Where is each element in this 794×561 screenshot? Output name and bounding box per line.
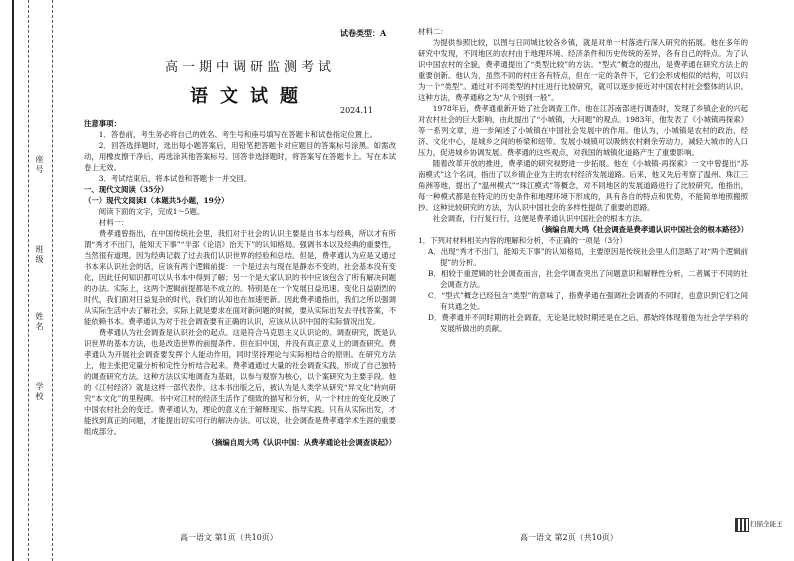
cut-line bbox=[52, 0, 53, 561]
left-column bbox=[84, 118, 396, 448]
closing-line: 社会调查，行行复行行，这便是费孝通认识中国社会的根本方法。 bbox=[432, 214, 648, 223]
exam-title: 高一期中调研监测考试 bbox=[164, 60, 335, 75]
notice-item-3: 3．考试结束后，将本试卷和答题卡一并交回。 bbox=[98, 174, 252, 183]
notice-item-1: 1．答卷前，考生务必将自己的姓名、考生号和座号填写在答题卡和试卷指定位置上。 bbox=[98, 130, 377, 139]
right-column bbox=[418, 26, 748, 334]
section-part1: 一、现代文阅读（35分） bbox=[84, 185, 169, 194]
material2-paragraph-3: 随着改革开放的推进，费孝通的研究视野进一步拓展。他在《小城镇·再探索》一文中曾提出“苏南模式”这个名词，指出了以乡镇企业为主的农村经济发展道路。后来，他又先后考察了温州、珠江三角洲等地，提出了“温州模式”“珠江模式”等概念，对不同地区的发展道路进行了比较研究。他指出，每一种模式都是在特定的历史条件和地理环境下形成的，具有各自的特点和优势，不能简单地照搬照抄。这种比较研究的方法，为认识中国社会的多样性提供了重要的思路。 bbox=[418, 159, 748, 212]
option-b: B．相较于重逻辑的社会调查而言，社会学调查突出了问题意识和解释性分析，二者属于不同的社会调查方法。 bbox=[428, 269, 748, 289]
material2-label: 材料二： bbox=[418, 27, 448, 36]
option-a: A．出现“秀才不出门，能知天下事”的认知格局，主要原因是传统社会里人们忽略了对“两个逻辑前提”的分析。 bbox=[428, 247, 748, 267]
footer-right: 高一语文 第2页（共10页） bbox=[520, 533, 618, 542]
scanner-brand: 扫描全能王 bbox=[750, 520, 783, 528]
name-label: 姓名 bbox=[35, 312, 44, 332]
source1: （摘编自周大鸣《认识中国：从费孝通论社会调查谈起》） bbox=[207, 438, 396, 447]
material2-paragraph-1: 为提供参照比较，以图与日同城比较各乡镇，就是对单一村落进行深入研究的拓展。他在多年的研究中发现，不同地区的农村由于地理环境、经济条件和历史传统的差异，各有自己的特点。为了认识中国农村的全貌，费孝通提出了“类型比较”的方法。“型式”概念的提出，是费孝通在研究方法上的重要创新。他认为，虽然不同的村庄各有特点，但在一定的条件下，它们会形成相似的结构，可以归为一个“类型”。通过对不同类型的村庄进行比较研究，就可以逐步接近对中国农村社会整体的认识。这种方法，费孝通称之为“从个别到一般”。 bbox=[418, 38, 748, 102]
instruction: 阅读下面的文字，完成1～5题。 bbox=[98, 207, 205, 216]
class-label: 班级 bbox=[35, 245, 44, 265]
notice-title: 注意事项： bbox=[84, 119, 121, 128]
section-part1-1: （一）现代文阅读Ⅰ（本题共5小题，19分） bbox=[84, 196, 229, 205]
option-c: C．“型式”概念已经包含“类型”的意味了，指费孝通在强调社会调查的不同时，也意识到它们之间有共通之处。 bbox=[428, 291, 748, 311]
seat-label: 座号 bbox=[35, 155, 44, 175]
binding-line bbox=[28, 0, 29, 561]
scanner-logo-icon bbox=[735, 518, 749, 532]
material2-paragraph-2: 1978年后，费孝通重新开始了社会调查工作。他在江苏南部进行调查时，发现了乡镇企业的兴起对农村社会的巨大影响，由此提出了“小城镇，大问题”的观点。1983年，他发表了《小城镇再探索》等一系列文章，进一步阐述了小城镇在中国社会发展中的作用。他认为，小城镇是农村的政治、经济、文化中心，是城乡之间的桥梁和纽带。发展小城镇可以吸纳农村剩余劳动力，减轻大城市的人口压力，促进城乡协调发展。费孝通的这些观点，对我国的城镇化道路产生了重要影响。 bbox=[418, 104, 748, 157]
material1-paragraph-2: 费孝通认为社会调查是认识社会的起点。这是符合马克思主义认识论的。调查研究，既是认识世界的基本方法，也是改造世界的前提条件。但在旧中国，并没有真正意义上的调查研究。费孝通认为开展社会调查要发挥个人能动作用，同时坚持理论与实际相结合的原则。在研究方法上，他主张把定量分析和定性分析结合起来。费孝通通过大量的社会调查实践，形成了自己独特的调查研究方法。这种方法以实地调查为基础，以参与观察为核心，以个案研究为主要手段。他的《江村经济》就是这样一部代表作。这本书出版之后，被认为是人类学从研究“异文化”转向研究“本文化”的里程碑。书中对江村的经济生活作了细致的描写和分析，从一个村庄的变化反映了中国农村社会的变迁。费孝通认为，理论的意义在于解释现实、指导实践。只有从实际出发，才能找到真正的问题，才能提出切实可行的解决办法。可以说，社会调查是费孝通学术生涯的重要组成部分。 bbox=[84, 328, 396, 436]
notice-item-2: 2．回答选择题时，选出每小题答案后，用铅笔把答题卡对应题目的答案标号涂黑。如需改动，用橡皮擦干净后，再选涂其他答案标号。回答非选择题时，将答案写在答题卡上。写在本试卷上无效。 bbox=[84, 141, 396, 172]
subject-title: 语文试题 bbox=[190, 86, 310, 107]
source2: （摘编自周大鸣《社会调查是费孝通认识中国社会的根本路径》） bbox=[537, 225, 748, 234]
binding-bar bbox=[12, 0, 14, 561]
material1-paragraph-1: 费孝通曾指出，在中国传统社会里，我们对于社会的认识主要是自书本与经典，所以才有所谓“秀才不出门，能知天下事”“半部《论语》治天下”的认知格局。强调书本以及经典的重要性，当然很有道理。因为经典记载了过去我们认识世界的经验和总结。但是，费孝通认为应是又通过书本来认识社会的话，应该有两个逻辑前提：一个是过去与现在是静态不变的，社会基本没有变化，因此任何知识都可以从书本中得到了解；另一个是大家认识的书中应该包含了所有解决问题的办法。实际上，这两个逻辑前提都是不成立的。特别是在一个发展日益迅速、变化日益剧烈的时代，我们面对日益复杂的时代，我们的认知也在加速更新。因此费孝通指出，我们之所以强调从实际生活中去了解社会，实际上就是要求在面对新问题的时候，要从实际出发去寻找答案，不能依赖书本。费孝通认为对于社会调查要有正确的认识，应该从认识中国的实际情况出发。 bbox=[84, 229, 396, 326]
school-label: 学校 bbox=[35, 382, 44, 402]
material1-label: 材料一： bbox=[98, 218, 129, 227]
question-1: 1．下列对材料相关内容的理解和分析，不正确的一项是（3分） bbox=[418, 236, 627, 245]
footer-left: 高一语文 第1页（共10页） bbox=[180, 533, 278, 542]
exam-date: 2024.11 bbox=[340, 106, 374, 115]
paper-type: 试卷类型：A bbox=[340, 28, 387, 38]
option-d: D．费孝通并不同时期的社会调查，无论是比较时期还是在之后，都始终体现着他为社会学学科的发展所做出的贡献。 bbox=[428, 313, 748, 333]
